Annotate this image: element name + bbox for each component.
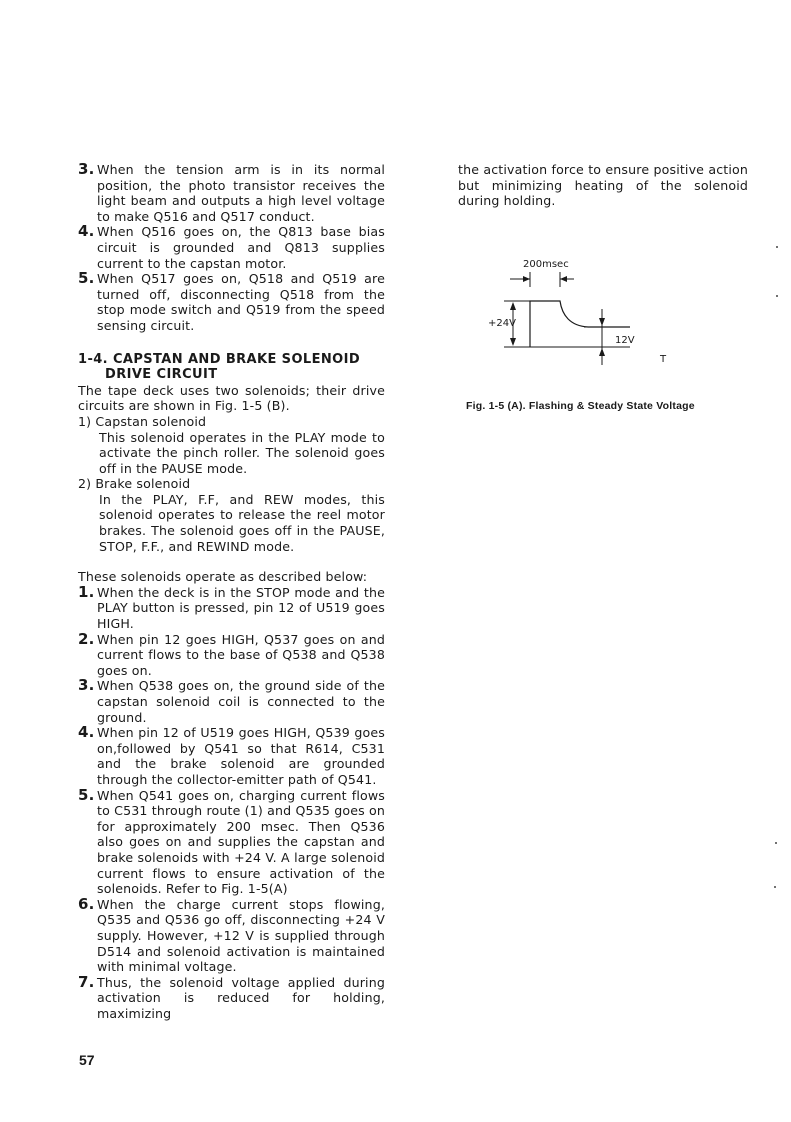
list-item: [78, 894, 385, 975]
list-item: [78, 582, 385, 632]
right-column: [458, 162, 748, 209]
list-item: [78, 678, 385, 725]
item-number: 1.: [78, 582, 95, 601]
scan-speck: [775, 842, 777, 844]
continuation-text: the activation force to ensure positive action but minimizing heating of the solenoid during holding.: [458, 162, 748, 209]
item-text: When pin 12 goes HIGH, Q537 goes on and current flows to the base of Q538 and Q538 goes on.: [97, 631, 385, 678]
item-text: Thus, the solenoid voltage applied during activation is reduced for holding, maximizing: [97, 974, 385, 1021]
high-voltage-label: +24V: [488, 318, 516, 329]
page-number: 57: [79, 1052, 95, 1068]
list-item: [78, 224, 385, 271]
item-text: When Q516 goes on, the Q813 base bias circuit is grounded and Q813 supplies current to the capstan motor.: [97, 224, 385, 271]
section-heading-line1: 1-4. CAPSTAN AND BRAKE SOLENOID: [78, 351, 361, 367]
item-number: 3.: [78, 676, 95, 695]
solenoid-entry: [78, 476, 385, 554]
item-number: 5.: [78, 269, 95, 288]
list-item: [78, 271, 385, 333]
time-arrowhead-right: [560, 276, 567, 282]
solenoid-title: 1) Capstan solenoid: [78, 413, 207, 429]
item-number: 4.: [78, 222, 95, 241]
list-item: [78, 629, 385, 679]
scan-speck: [776, 246, 778, 248]
low-voltage-arrowhead-up: [599, 348, 605, 356]
item-text: When Q541 goes on, charging current flows to C531 through route (1) and Q535 goes on for approximately 200 msec. Then Q536 also goes on and supplies the capstan and brake solenoids with +24 V. A large solenoid current flows to ensure activation of the solenoids. Refer to Fig. 1-5(A): [97, 787, 385, 897]
item-number: 3.: [78, 160, 95, 178]
scan-speck: [774, 886, 776, 888]
list-item: [78, 162, 385, 224]
item-number: 2.: [78, 629, 95, 648]
section-heading: [78, 352, 385, 383]
solenoid-description: In the PLAY, F.F, and REW modes, this solenoid operates to release the reel motor brakes. The solenoid goes off in the PAUSE, STOP, F.F., and REWIND mode.: [99, 491, 385, 554]
solenoid-title: 2) Brake solenoid: [78, 476, 191, 492]
scan-speck: [776, 295, 778, 297]
time-label: 200msec: [523, 259, 569, 270]
time-axis-label: T: [660, 354, 667, 365]
list-item: [78, 725, 385, 787]
item-number: 6.: [78, 894, 95, 913]
item-text: When the tension arm is in its normal position, the photo transistor receives the light beam and outputs a high level voltage to make Q516 and Q517 conduct.: [97, 162, 385, 224]
list-item: [78, 972, 385, 1022]
item-text: When the charge current stops flowing, Q535 and Q536 go off, disconnecting +24 V supply. However, +12 V is supplied through D514 and solenoid activation is maintained with minimal voltage.: [97, 896, 385, 975]
high-voltage-arrowhead-up: [510, 302, 516, 310]
time-arrowhead-left: [523, 276, 530, 282]
low-voltage-arrowhead-down: [599, 318, 605, 326]
item-text: When the deck is in the STOP mode and the PLAY button is pressed, pin 12 of U519 goes HIGH.: [97, 584, 385, 632]
item-number: 5.: [78, 785, 95, 804]
voltage-waveform-figure: [470, 255, 690, 375]
list-item: [78, 785, 385, 897]
section-intro: The tape deck uses two solenoids; their drive circuits are shown in Fig. 1-5 (B).: [78, 382, 385, 414]
solenoid-entry: [78, 414, 385, 476]
solenoid-description: This solenoid operates in the PLAY mode to activate the pinch roller. The solenoid goes off in the PAUSE mode.: [99, 429, 385, 476]
low-voltage-label: 12V: [615, 335, 635, 346]
item-text: When Q538 goes on, the ground side of the capstan solenoid coil is connected to the ground.: [97, 678, 385, 725]
high-voltage-arrowhead-down: [510, 338, 516, 346]
figure-caption: Fig. 1-5 (A). Flashing & Steady State Voltage: [466, 400, 695, 412]
item-number: 4.: [78, 723, 95, 742]
item-text: When Q517 goes on, Q518 and Q519 are turned off, disconnecting Q518 from the stop mode switch and Q519 from the speed sensing circuit.: [97, 271, 385, 333]
operation-intro: These solenoids operate as described below:: [78, 569, 368, 585]
section-heading-line2: DRIVE CIRCUIT: [105, 367, 218, 383]
item-text: When pin 12 of U519 goes HIGH, Q539 goes on,followed by Q541 so that R614, C531 and the brake solenoid are grounded through the collector-emitter path of Q541.: [97, 725, 385, 787]
item-number: 7.: [78, 972, 95, 991]
left-column: [78, 162, 385, 1021]
